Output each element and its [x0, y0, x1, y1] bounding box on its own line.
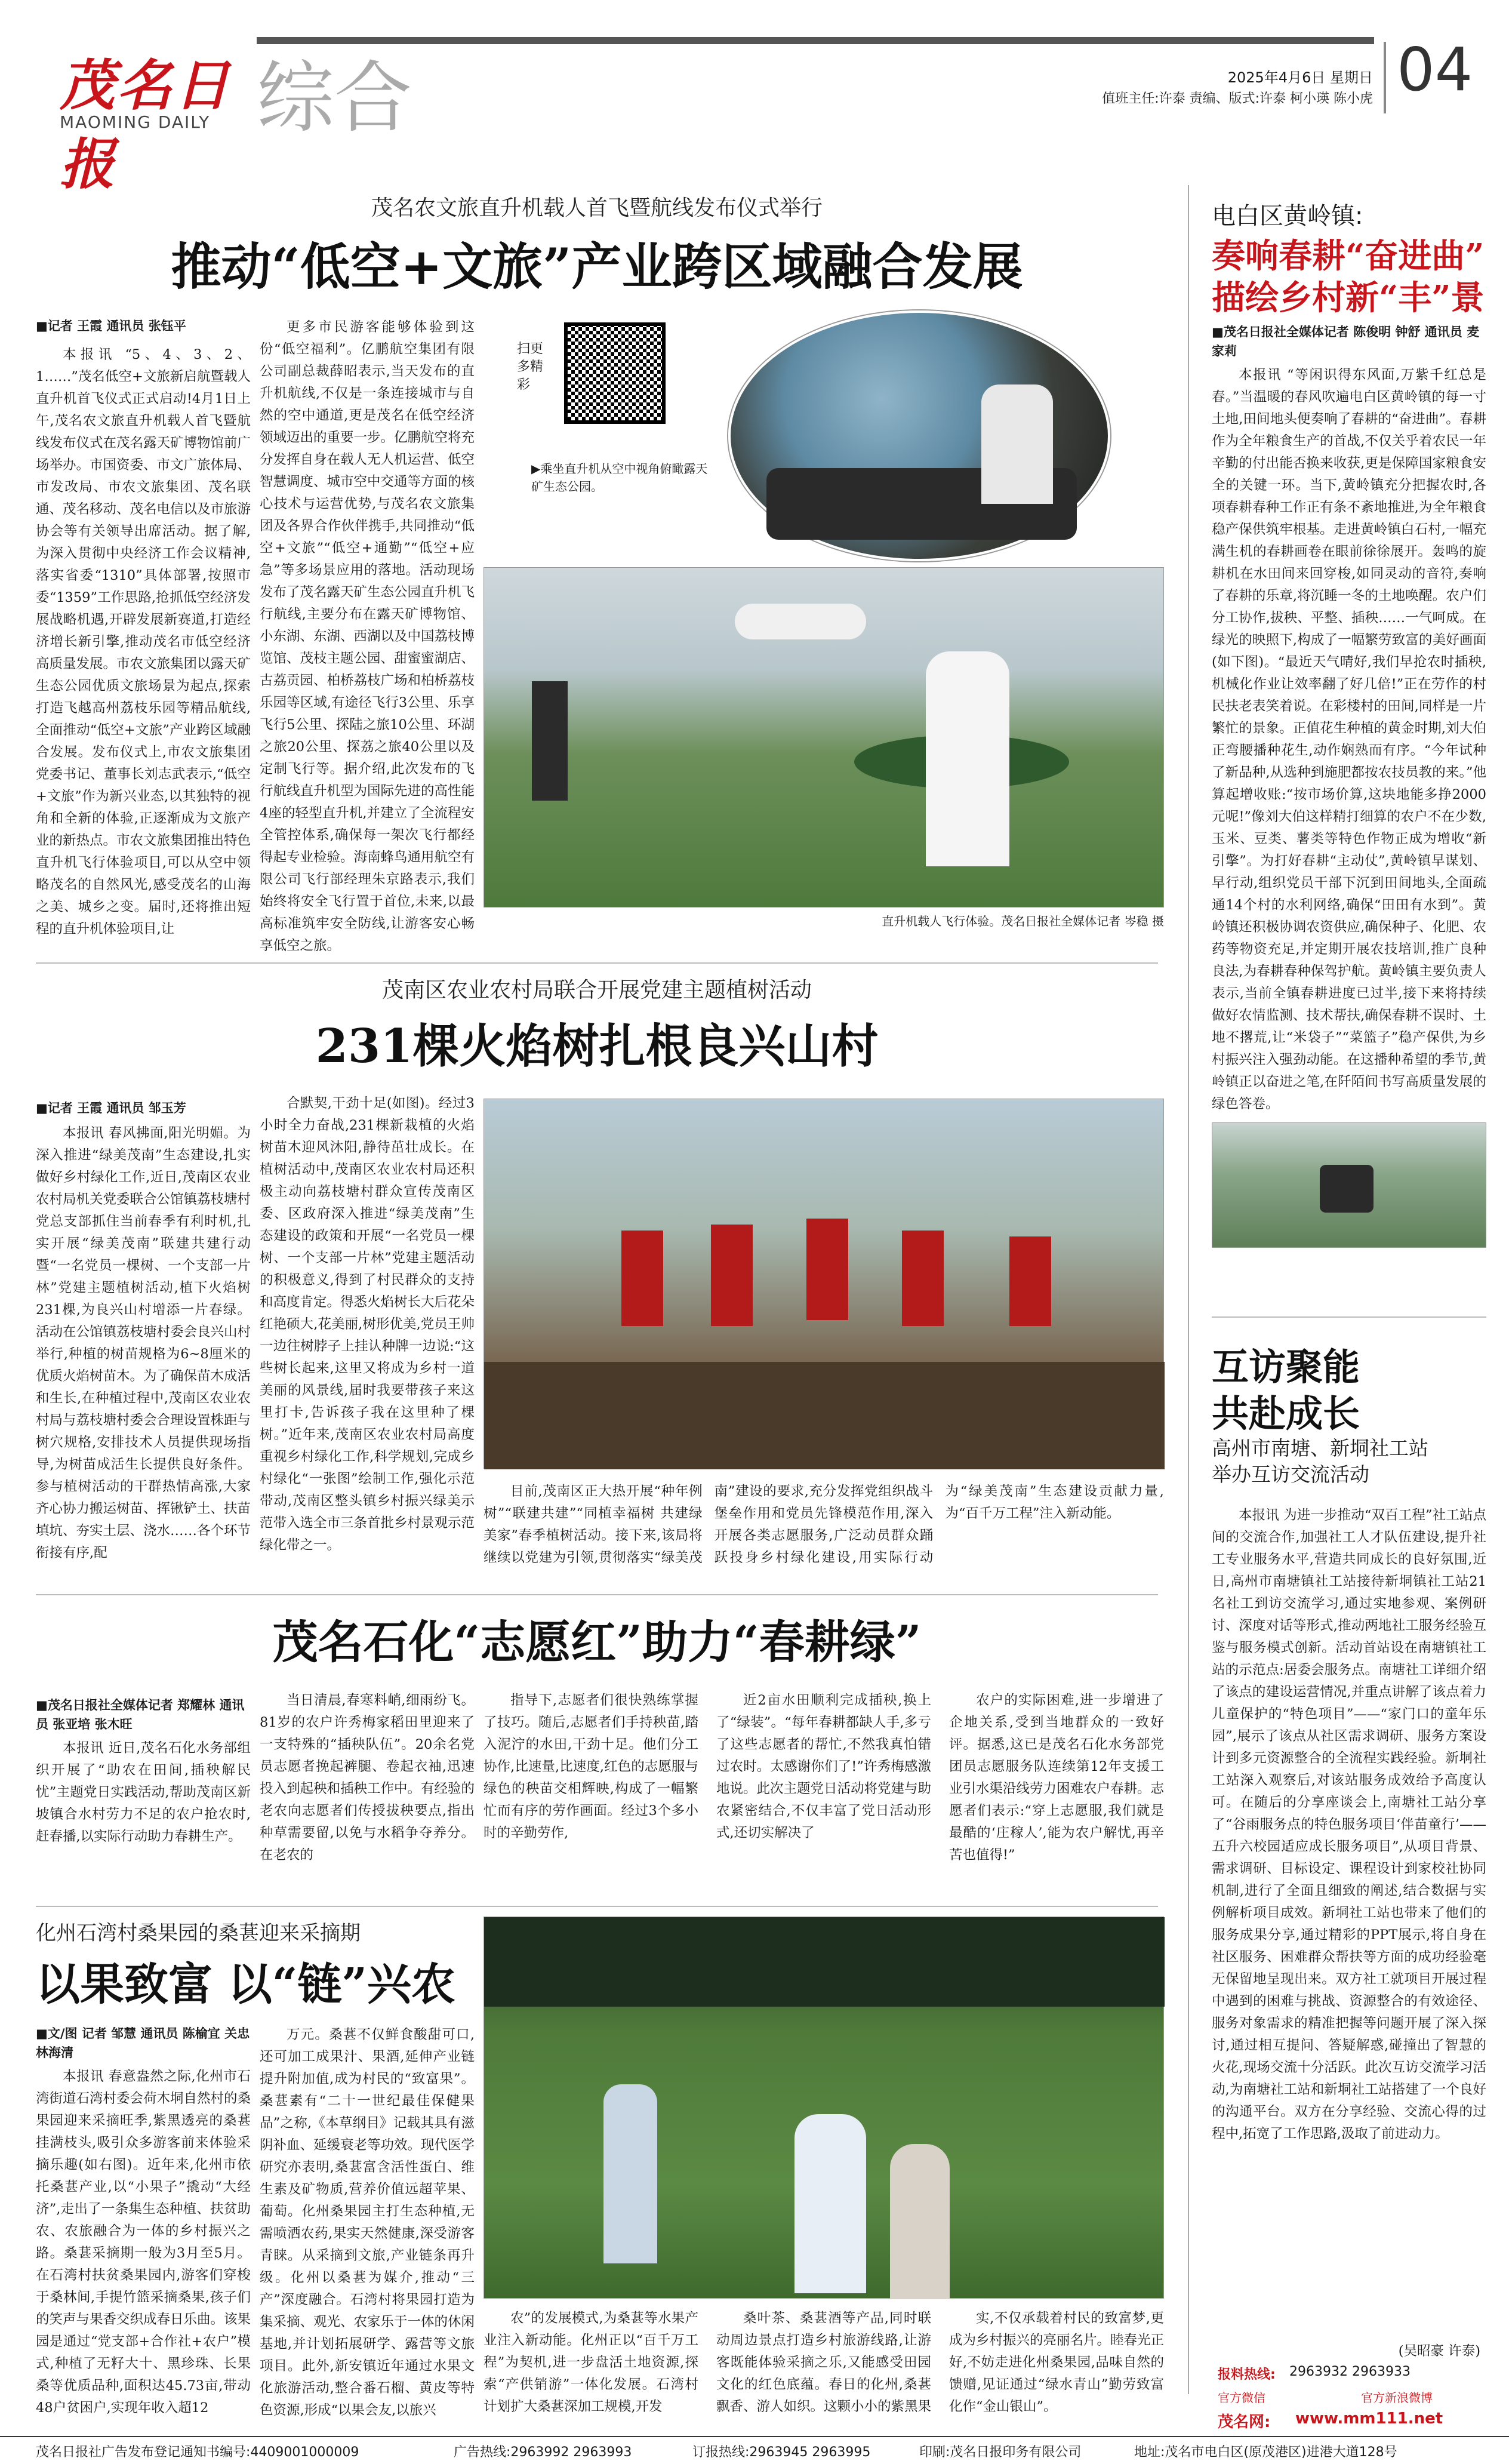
sidebar1-headline-1: 奏响春耕“奋进曲” — [1212, 236, 1485, 276]
article1-byline: ■记者 王霞 通讯员 张钰平 — [36, 319, 186, 333]
article1-photo-caption: 直升机载人飞行体验。茂名日报社全媒体记者 岑稳 摄 — [882, 914, 1164, 928]
website-label: 茂名网: — [1218, 2413, 1271, 2431]
hotline-numbers: 2963932 2963933 — [1289, 2364, 1411, 2379]
article3-headline: 茂名石化“志愿红”助力“春耕绿” — [272, 1616, 922, 1669]
logo-english: MAOMING DAILY — [60, 112, 211, 132]
article2-column-2: 合默契,干劲十足(如图)。经过3小时全力奋战,231棵新栽植的火焰树苗木迎风沐阳,静待茁壮成长。在植树活动中,茂南区农业农村局还积极主动向荔枝塘村群众宣传茂南区委、区政府深入推进“绿美茂南”生态建设的政策和开展“一名党员一棵树、一个支部一片林”党建主题活动的积极意义,得到了村民群众的支持和高度肯定。得悉火焰树长大后花朵红艳硕大,花美丽,树形优美,党员王帅一边往树脖子上挂认种牌一边说:“这些树长起来,这里又将成为乡村一道美丽的风景线,届时我要带孩子来这里打卡,告诉孩子我在这里种了棵树。”近年来,茂南区农业农村局高度重视乡村绿化工作,科学规划,完成乡村绿化“一张图”绘制工作,强化示范带动,茂南区整头镇乡村振兴绿美示范带入选全市三条首批乡村景观示范绿化带之一。 — [260, 1096, 475, 1553]
section-title: 综合 — [257, 53, 412, 143]
sidebar2-author: (吴昭豪 许泰) — [1398, 2343, 1480, 2359]
weibo-label[interactable]: 官方新浪微博 — [1361, 2391, 1433, 2405]
sidebar2-subhead-2: 举办互访交流活动 — [1212, 1463, 1369, 1486]
article3-column-2: 当日清晨,春寒料峭,细雨纷飞。81岁的农户许秀梅家稻田里迎来了一支特殊的“插秧队伍”。20余名党员志愿者挽起裤腿、卷起衣袖,迅速投入到起秧和插秧工作中。有经验的老农向志愿者们传授拔秧要点,指出种草需要留,以免与水稻争夺养分。在老农的 — [260, 1693, 475, 1863]
sidebar2-headline-1: 互访聚能 — [1212, 1345, 1360, 1389]
sidebar2-headline-2: 共赴成长 — [1212, 1392, 1360, 1435]
wechat-label[interactable]: 官方微信 — [1218, 2391, 1265, 2405]
footer-item-2: 广告热线:2963992 2963993 — [454, 2445, 632, 2460]
footer — [0, 2436, 1509, 2460]
article2-headline: 231棵火焰树扎根良兴山村 — [315, 1019, 879, 1073]
article1-main-photo — [484, 567, 1164, 908]
article4-byline: ■文/图 记者 邹慧 通讯员 陈榆宜 关忠 林海清 — [36, 2026, 250, 2060]
sidebar1-kicker: 电白区黄岭镇: — [1212, 202, 1363, 230]
article2-photo — [484, 1099, 1164, 1469]
article1-inset-photo — [728, 310, 1110, 561]
footer-item-3: 订报热线:2963945 2963995 — [692, 2445, 871, 2460]
article1-inset-caption: ▶乘坐直升机从空中视角俯瞰露天矿生态公园。 — [531, 462, 708, 494]
sidebar-divider — [1212, 1316, 1486, 1318]
article4-kicker: 化州石湾村桑果园的桑葚迎来采摘期 — [36, 1921, 361, 1945]
sidebar2-body: 本报讯 为进一步推动“双百工程”社工站点间的交流合作,加强社工人才队伍建设,提升社工专业服务水平,营造共同成长的良好氛围,近日,高州市南塘镇社工站接待新垌镇社工站21名社工到访交流学习,通过实地参观、案例研讨、深度对话等形式,推动两地社工服务经验互鉴与服务模式创新。活动首站设在南塘镇社工站的示范点:居委会服务点。南塘社工详细介绍了该点的建设运营情况,并重点讲解了该点着力儿童保护的“特色项目”——“家门口的童年乐园”,展示了该点从社区需求调研、服务方案设计到多元资源整合的全流程实践经验。新垌社工站深入观察后,对该站服务成效给予高度认可。在随后的分享座谈会上,南塘社工站分享了“谷雨服务点的特色服务项目‘伴苗童行’——五升六校园适应成长服务项目”,从项目背景、需求调研、目标设定、课程设计到家校社协同机制,进行了全面且细致的阐述,结合数据与实例解析项目成效。新垌社工站也带来了他们的服务成果分享,通过精彩的PPT展示,将自身在社区服务、困难群众帮扶等方面的成功经验毫无保留地呈现出来。双方社工就项目开展过程中遇到的困难与挑战、资源整合的有效途径、服务对象需求的精准把握等问题开展了深入探讨,通过相互提问、答疑解惑,碰撞出了智慧的火花,现场交流十分活跃。此次互访交流学习活动,为南塘社工站和新垌社工站搭建了一个良好的沟通平台。双方在分享经验、交流心得的过程中,拓宽了工作思路,汲取了前进动力。 — [1212, 1508, 1486, 2142]
website-url[interactable]: www.mm111.net — [1295, 2410, 1443, 2428]
article1-qr-code[interactable] — [564, 322, 666, 424]
divider-1 — [36, 962, 1158, 964]
issue-date: 2025年4月6日 星期日 — [1227, 69, 1373, 86]
logo: 茂名日报 — [60, 53, 232, 196]
article1-column-2: 更多市民游客能够体验到这份“低空福利”。亿鹏航空集团有限公司副总裁薛昭表示,当天发布的直升机航线,不仅是一条连接城市与自然的空中通道,更是茂名在低空经济领域迈出的重要一步。亿鹏航空将充分发挥自身在载人无人机运营、低空智慧调度、城市空中交通等方面的核心技术与运营优势,与茂名农文旅集团及各界合作伙伴携手,共同推动“低空+文旅”“低空+通勤”“低空+应急”等多场景应用的落地。活动现场发布了茂名露天矿生态公园直升机飞行航线,主要分布在露天矿博物馆、小东湖、东湖、西湖以及中国荔枝博览馆、茂枝主题公园、甜蜜蜜湖店、古荔贡园、柏桥荔枝广场和柏桥荔枝乐园等区域,有途径飞行3公里、乐享飞行5公里、探陆之旅10公里、环湖之旅20公里、探荔之旅40公里以及定制飞行等。据介绍,此次发布的飞行航线直升机型为国际先进的高性能4座的轻型直升机,并建立了全流程安全管控体系,确保每一架次飞行都经得起专业检验。海南蜂鸟通用航空有限公司飞行部经理朱京路表示,我们始终将安全飞行置于首位,未来,以最高标准筑牢安全防线,让游客安心畅享低空之旅。 — [260, 319, 475, 953]
footer-item-5: 地址:茂名市电白区(原茂港区)进港大道128号 — [1134, 2445, 1397, 2460]
scan-label: 扫更多精彩 — [517, 342, 544, 392]
article2-byline: ■记者 王霞 通讯员 邹玉芳 — [36, 1101, 186, 1115]
header-bar — [257, 37, 1374, 44]
article4-headline: 以果致富 以“链”兴农 — [36, 1959, 455, 2010]
sidebar1-photo — [1212, 1122, 1486, 1248]
page-number: 04 — [1397, 35, 1473, 104]
article3-byline: ■茂名日报社全媒体记者 郑耀林 通讯员 张亚培 张木旺 — [36, 1698, 245, 1731]
hotline-label: 报料热线: — [1218, 2367, 1276, 2382]
article1-column-1: 本报讯 “5、4、3、2、1……”茂名低空+文旅新启航暨载人直升机首飞仪式正式启动!4月1日上午,茂名农文旅直升机载人首飞暨航线发布仪式在茂名露天矿博物馆前广场举办。市国资委、市文广旅体局、市发改局、市农文旅集团、茂名联通、茂名移动、茂名电信以及市旅游协会等有关领导出席活动。据了解,为深入贯彻中央经济工作会议精神,落实省委“1310”具体部署,按照市委“1359”工作思路,抢抓低空经济发展战略机遇,开辟发展新赛道,打造经济增长新引擎,推动茂名市低空经济高质量发展。市农文旅集团以露天矿生态公园优质文旅场景为起点,探索打造飞越高州荔枝乐园等精品航线,全面推动“低空+文旅”产业跨区域融合发展。发布仪式上,市农文旅集团党委书记、董事长刘志武表示,“低空+文旅”作为新兴业态,以其独特的视角和全新的体验,正逐渐成为文旅产业的新热点。市农文旅集团推出特色直升机飞行体验项目,可以从空中领略茂名的自然风光,感受茂名的山海之美、城乡之变。届时,还将推出短程的直升机体验项目,让 — [36, 347, 251, 937]
footer-item-4: 印刷:茂名日报印务有限公司 — [919, 2445, 1082, 2460]
article3-column-3: 指导下,志愿者们很快熟练掌握了技巧。随后,志愿者们手持秧苗,踏入泥泞的水田,干劲十足。他们分工协作,比速量,比速度,红色的志愿服与绿色的秧苗交相辉映,构成了一幅繁忙而有序的劳作画面。经过3个多小时的辛勤劳作, — [484, 1693, 698, 1841]
article4-column-3: 农”的发展模式,为桑葚等水果产业注入新动能。化州正以“百千万工程”为契机,进一步盘活土地资源,探索“产供销游”一体化发展。石湾村计划扩大桑葚深加工规模,开发 — [484, 2311, 698, 2414]
article4-photo — [484, 1917, 1164, 2299]
sidebar1-body: 本报讯 “等闲识得东风面,万紫千红总是春。”当温暖的春风吹遍电白区黄岭镇的每一寸土地,田间地头便奏响了春耕的“奋进曲”。春耕作为全年粮食生产的首战,不仅关乎着农民一年辛勤的付出能否换来收获,更是保障国家粮食安全的关键一环。当下,黄岭镇充分把握农时,各项春耕春种工作正有条不紊地推进,为全年粮食稳产保供筑牢根基。走进黄岭镇白石村,一幅充满生机的春耕画卷在眼前徐徐展开。轰鸣的旋耕机在水田间来回穿梭,如同灵动的音符,奏响了春耕的乐章,将沉睡一冬的土地唤醒。农户们分工协作,拔秧、平整、插秧……一气呵成。在绿光的映照下,构成了一幅繁劳致富的美好画面(如下图)。“最近天气晴好,我们早抢农时插秧,机械化作业让效率翻了好几倍!”正在劳作的村民扶老表笑着说。在彩楼村的田间,同样是一片繁忙的景象。正值花生种植的黄金时期,刘大伯正弯腰播种花生,动作娴熟而有序。“今年试种了新品种,从选种到施肥都按农技员教的来。”他算起增收账:“按市场价算,这块地能多挣2000元呢!”像刘大伯这样精打细算的农户不在少数,玉米、豆类、薯类等特色作物正成为增收“新引擎”。为打好春耕“主动仗”,黄岭镇早谋划、早行动,组织党员干部下沉到田间地头,全面疏通14个村的水利网络,确保“田田有水到”。黄岭镇还积极协调农资供应,确保种子、化肥、农药等物资充足,并定期开展农技培训,推广良种良法,为春耕春种保驾护航。黄岭镇主要负责人表示,当前全镇春耕进度已过半,接下来将持续做好农情监测、技术帮扶,确保春耕不误时、土地不撂荒,让“米袋子”“菜篮子”稳产保供,为乡村振兴注入强劲动能。在这播种希望的季节,黄岭镇正以奋进之笔,在阡陌间书写高质量发展的绿色答卷。 — [1212, 367, 1486, 1112]
article2-kicker: 茂南区农业农村局联合开展党建主题植树活动 — [381, 978, 812, 1002]
article2-column-3: 目前,茂南区正大热开展“种年例树”“联建共建”“同植幸福树 共建绿美家”春季植树活动。接下来,该局将继续以党建为引领,贯彻落实“绿美茂南”建设的要求,充分发挥党组织战斗堡垒作用和党员先锋模范作用,深入开展各类志愿服务,广泛动员群众踊跃投身乡村绿化建设,用实际行动为“绿美茂南”生态建设贡献力量,为“百千万工程”注入新动能。 — [484, 1484, 1164, 1565]
article3-column-4: 近2亩水田顺利完成插秧,换上了“绿装”。“每年春耕都缺人手,多亏了这些志愿者的帮忙,不然我真怕错过农时。太感谢你们了!”许秀梅感激地说。此次主题党日活动将党建与助农紧密结合,不仅丰富了党日活动形式,还切实解决了 — [716, 1693, 932, 1841]
sidebar2-subhead-1: 高州市南塘、新垌社工站 — [1212, 1436, 1428, 1460]
article3-column-5: 农户的实际困难,进一步增进了企地关系,受到当地群众的一致好评。据悉,这已是茂名石化水务部党团员志愿服务队连续第12年支援工业引水渠沿线劳力困难农户春耕。志愿者们表示:“穿上志愿服,我们就是最酷的‘庄稼人’,能为农户解忧,再辛苦也值得!” — [949, 1693, 1165, 1863]
article2-column-1: 本报讯 春风拂面,阳光明媚。为深入推进“绿美茂南”生态建设,扎实做好乡村绿化工作,近日,茂南区农业农村局机关党委联合公馆镇荔枝塘村党总支部抓住当前春季有利时机,扎实开展“绿美茂南”联建共建行动暨“一名党员一棵树、一个支部一片林”党建主题植树活动,植下火焰树231棵,为良兴山村增添一片春绿。活动在公馆镇荔枝塘村委会良兴山村举行,种植的树苗规格为6~8厘米的优质火焰树苗木。为了确保苗木成活和生长,在种植过程中,茂南区农业农村局与荔枝塘村委会合理设置株距与树穴规格,安排技术人员提供现场指导,为树苗成活生长提供良好条件。参与植树活动的干群热情高涨,大家齐心协力搬运树苗、挥锹铲土、扶苗填坑、夯实土层、浇水……各个环节衔接有序,配 — [36, 1125, 251, 1561]
sidebar1-byline: ■茂名日报社全媒体记者 陈俊明 钟舒 通讯员 麦家莉 — [1212, 325, 1480, 358]
contact-box — [1218, 2364, 1498, 2430]
sidebar1-headline-2: 描绘乡村新“丰”景 — [1212, 278, 1485, 318]
masthead — [0, 0, 1509, 196]
article4-column-5: 实,不仅承载着村民的致富梦,更成为乡村振兴的亮丽名片。睦春光正好,不妨走进化州桑果园,品味自然的馈赠,见证通过“绿水青山”勤劳致富化作“金山银山”。 — [949, 2311, 1165, 2414]
footer-item-1: 茂名日报社广告发布登记通知书编号:4409001000009 — [36, 2445, 359, 2460]
page-number-rule — [1384, 42, 1386, 113]
article4-column-2: 万元。桑葚不仅鲜食酸甜可口,还可加工成果汁、果酒,延伸产业链提升附加值,成为村民的“致富果”。桑葚素有“二十一世纪最佳保健果品”之称,《本草纲目》记载其具有滋阴补血、延缓衰老等功效。现代医学研究亦表明,桑葚富含活性蛋白、维生素及矿物质,营养价值远超苹果、葡萄。化州桑果园主打生态种植,无需喷洒农药,果实天然健康,深受游客青睐。从采摘到文旅,产业链条再升级。化州以桑葚为媒介,推动“三产”深度融合。石湾村将果园打造为集采摘、观光、农家乐于一体的休闲基地,并计划拓展研学、露营等文旅项目。此外,新安镇近年通过水果文化旅游活动,整合番石榴、黄皮等特色资源,形成“以果会友,以旅兴 — [260, 2027, 475, 2418]
divider-3 — [36, 1906, 1158, 1907]
divider-2 — [36, 1594, 1158, 1595]
duty-editors: 值班主任:许泰 责编、版式:许泰 柯小瑛 陈小虎 — [1102, 91, 1373, 106]
article1-headline: 推动“低空+文旅”产业跨区域融合发展 — [171, 237, 1023, 296]
article4-column-1: 本报讯 春意盎然之际,化州市石湾街道石湾村委会荷木垌自然村的桑果园迎来采摘旺季,紫黑透亮的桑葚挂满枝头,吸引众多游客前来体验采摘乐趣(如右图)。近年来,化州市依托桑葚产业,以“小果子”撬动“大经济”,走出了一条集生态种植、扶贫助农、农旅融合为一体的乡村振兴之路。桑葚采摘期一般为3月至5月。在石湾村扶贫桑果园内,游客们穿梭于桑林间,手提竹篮采摘桑果,孩子们的笑声与果香交织成春日乐曲。该果园是通过“党支部+合作社+农户”模式,种植了无籽大十、黑珍珠、长果桑等优质品种,面积达45.73亩,带动48户贫困户,实现年收入超12 — [36, 2069, 251, 2416]
article4-column-4: 桑叶茶、桑葚酒等产品,同时联动周边景点打造乡村旅游线路,让游客既能体验采摘之乐,又能感受田园文化的红色底蕴。春日的化州,桑葚飘香、游人如织。这颗小小的紫黑果 — [716, 2311, 932, 2414]
article1-kicker: 茂名农文旅直升机载人首飞暨航线发布仪式举行 — [371, 196, 823, 220]
article3-column-1: 本报讯 近日,茂名石化水务部组织开展了“助农在田间,插秧解民忧”主题党日实践活动,帮助茂南区新坡镇合水村劳力不足的农户抢农时,赶春播,以实际行动助力春耕生产。 — [36, 1740, 251, 1844]
main-divider-vertical — [1188, 185, 1189, 2394]
